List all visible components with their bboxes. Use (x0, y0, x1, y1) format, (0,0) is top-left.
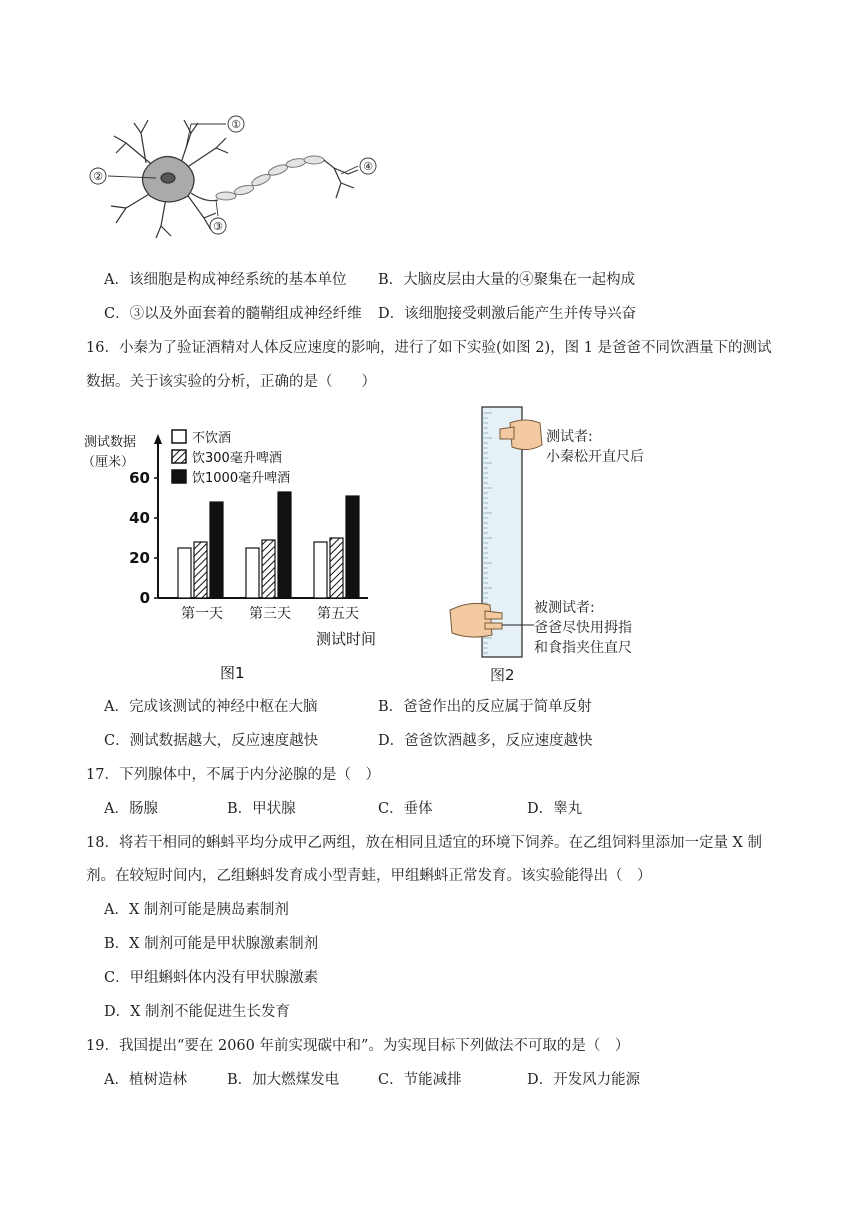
fig2-caption: 图2 (490, 666, 515, 684)
neuron-label-3: ③ (213, 220, 223, 233)
bar (210, 502, 223, 598)
q16-stem-line1: 16．小秦为了验证酒精对人体反应速度的影响，进行了如下实验(如图 2)，图 1 是爸爸不同饮酒量下的测试 (86, 340, 772, 356)
legend-swatch (172, 430, 186, 443)
q15-option-b: B．大脑皮层由大量的④聚集在一起构成 (378, 272, 636, 288)
bar (278, 492, 291, 598)
legend-entry: 饮300毫升啤酒 (192, 451, 282, 466)
q18-option-b: B．X 制剂可能是甲状腺激素制剂 (104, 936, 319, 952)
neuron-label-4: ④ (363, 160, 373, 173)
q17-stem: 17．下列腺体中，不属于内分泌腺的是（ ） (86, 767, 380, 783)
bar (262, 540, 275, 598)
fig1-caption: 图1 (220, 664, 245, 682)
q16-option-a: A．完成该测试的神经中枢在大脑 (104, 699, 318, 715)
q19-option-d: D．开发风力能源 (527, 1072, 641, 1088)
q19-option-c: C．节能减排 (378, 1072, 462, 1088)
q19-stem: 19．我国提出“要在 2060 年前实现碳中和”。为实现目标下列做法不可取的是（ ） (86, 1038, 630, 1054)
q15-option-c: C．③以及外面套着的髓鞘组成神经纤维 (104, 306, 362, 322)
q17-option-c: C．垂体 (378, 801, 433, 817)
y-axis-label-line2: （厘米） (82, 455, 135, 470)
q17-option-b: B．甲状腺 (227, 801, 296, 817)
neuron-label-1: ① (231, 118, 241, 131)
y-tick-label: 60 (129, 469, 150, 487)
x-axis-label: 测试时间 (316, 630, 377, 648)
q15-option-a: A．该细胞是构成神经系统的基本单位 (104, 272, 347, 288)
y-tick-label: 0 (139, 589, 150, 607)
bar (194, 542, 207, 598)
legend-entry: 不饮酒 (192, 431, 232, 446)
category-label: 第三天 (249, 606, 291, 622)
fig1-chart-svg (70, 418, 400, 688)
q15-option-d: D．该细胞接受刺激后能产生并传导兴奋 (378, 306, 637, 322)
y-tick-label: 20 (129, 549, 150, 567)
legend-swatch (172, 450, 186, 463)
q16-option-b: B．爸爸作出的反应属于简单反射 (378, 699, 592, 715)
fig2-subject-line2: 爸爸尽快用拇指 (534, 620, 632, 636)
fig2-subject-line3: 和食指夹住直尺 (534, 640, 632, 656)
bar (330, 538, 343, 598)
q19-option-a: A．植树造林 (104, 1072, 187, 1088)
y-axis-arrow (154, 434, 162, 444)
fig2-tester-line1: 测试者: (546, 429, 593, 445)
category-label: 第五天 (317, 606, 359, 622)
q16-option-d: D．爸爸饮酒越多，反应速度越快 (378, 733, 593, 749)
q18-option-d: D．X 制剂不能促进生长发育 (104, 1004, 291, 1020)
fig2-subject-line1: 被测试者: (534, 600, 595, 616)
category-label: 第一天 (181, 606, 223, 622)
q18-stem-line2: 剂。在较短时间内，乙组蝌蚪发育成小型青蛙，甲组蝌蚪正常发育。该实验能得出（ ） (86, 868, 652, 884)
legend-entry: 饮1000毫升啤酒 (192, 471, 291, 486)
q17-option-d: D．睾丸 (527, 801, 583, 817)
legend-swatch (172, 470, 186, 483)
q16-option-c: C．测试数据越大，反应速度越快 (104, 733, 319, 749)
neuron-label-2: ② (93, 170, 103, 183)
fig1-chart (70, 418, 400, 688)
y-axis-label-line1: 测试数据 (84, 435, 137, 450)
neuron-figure (86, 108, 386, 248)
bar (346, 496, 359, 598)
q18-option-c: C．甲组蝌蚪体内没有甲状腺激素 (104, 970, 319, 986)
q16-stem-line2: 数据。关于该实验的分析，正确的是（ ） (86, 374, 376, 390)
bar (178, 548, 191, 598)
q19-option-b: B．加大燃煤发电 (227, 1072, 340, 1088)
bar (246, 548, 259, 598)
fig2-tester-line2: 小秦松开直尺后 (546, 449, 644, 465)
bar (314, 542, 327, 598)
q17-option-a: A．肠腺 (104, 801, 158, 817)
q18-option-a: A．X 制剂可能是胰岛素制剂 (104, 902, 289, 918)
q18-stem-line1: 18．将若干相同的蝌蚪平均分成甲乙两组，放在相同且适宜的环境下饲养。在乙组饲料里添加一定量 X 制 (86, 835, 762, 851)
y-tick-label: 40 (129, 509, 150, 527)
